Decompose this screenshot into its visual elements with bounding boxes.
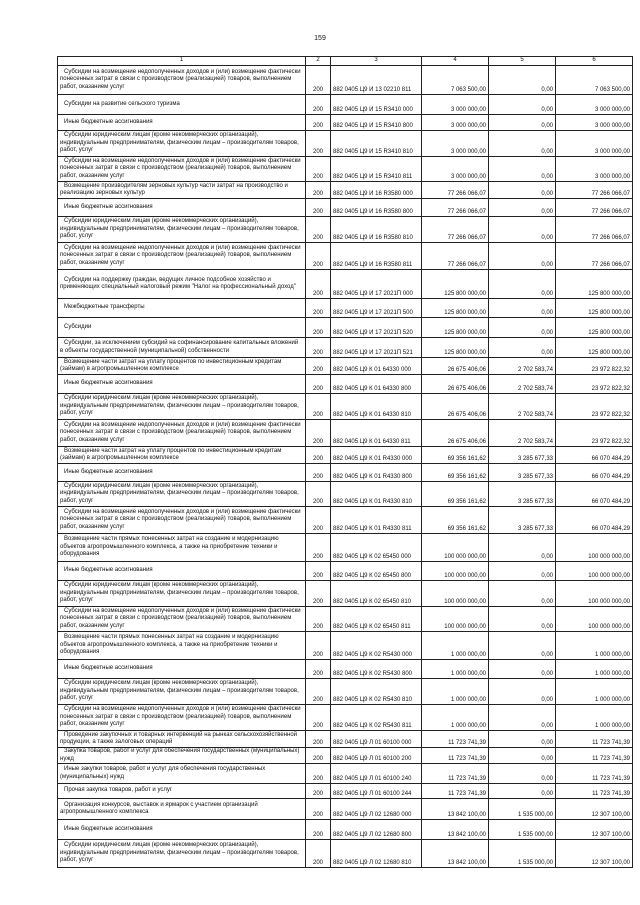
cell-description: Субсидии на развитие сельского туризма <box>58 95 306 115</box>
cell-amount-col-6: 66 070 484,29 <box>556 507 633 534</box>
cell-column-2: 200 <box>306 464 331 482</box>
cell-classification-code: 882 0405 Ц9 И 17 2021П 000 <box>331 270 422 299</box>
cell-amount-col-4: 11 723 741,39 <box>422 784 489 799</box>
cell-column-2: 200 <box>306 534 331 562</box>
cell-description: Возмещение части затрат на уплату процентов по инвестиционным кредитам (займам) в агропромышленном комплексе <box>58 358 306 375</box>
table-row <box>58 534 633 562</box>
cell-classification-code: 882 0405 Ц9 И 15 R3410 810 <box>331 131 422 157</box>
cell-amount-col-5: 0,00 <box>489 679 556 705</box>
cell-column-2: 200 <box>306 482 331 507</box>
cell-amount-col-6: 66 070 484,29 <box>556 447 633 464</box>
header-col-3: 3 <box>331 57 422 66</box>
cell-amount-col-6: 125 800 000,00 <box>556 318 633 338</box>
table-row <box>58 731 633 748</box>
cell-amount-col-5: 0,00 <box>489 764 556 784</box>
cell-amount-col-6: 100 000 000,00 <box>556 607 633 632</box>
page-number: 159 <box>314 35 326 42</box>
cell-amount-col-6: 3 000 000,00 <box>556 131 633 157</box>
cell-description: Субсидии юридическим лицам (кроме некоммерческих организаций), индивидуальным предпринимателям, физическим лицам – производителям товаров, работ, услуг <box>58 679 306 705</box>
cell-amount-col-4: 1 000 000,00 <box>422 632 489 660</box>
cell-amount-col-6: 1 000 000,00 <box>556 660 633 679</box>
cell-amount-col-4: 100 000 000,00 <box>422 607 489 632</box>
cell-column-2: 200 <box>306 131 331 157</box>
cell-amount-col-4: 3 000 000,00 <box>422 157 489 182</box>
table-row <box>58 705 633 731</box>
cell-description: Субсидии на возмещение недополученных доходов и (или) возмещение фактически понесенных затрат в связи с производством (реализацией) товаров, выполнением работ, оказанием услуг <box>58 607 306 632</box>
cell-amount-col-6: 3 000 000,00 <box>556 115 633 131</box>
cell-column-2: 200 <box>306 764 331 784</box>
cell-amount-col-4: 69 356 161,62 <box>422 482 489 507</box>
cell-amount-col-6: 125 800 000,00 <box>556 270 633 299</box>
cell-description: Субсидии <box>58 318 306 338</box>
cell-classification-code: 882 0405 Ц9 Л 02 12680 800 <box>331 820 422 840</box>
cell-classification-code: 882 0405 Ц9 К 01 64330 810 <box>331 394 422 420</box>
cell-column-2: 200 <box>306 748 331 764</box>
cell-amount-col-4: 3 000 000,00 <box>422 131 489 157</box>
cell-column-2: 200 <box>306 199 331 217</box>
table-row <box>58 464 633 482</box>
table-row <box>58 394 633 420</box>
cell-description: Субсидии на возмещение недополученных доходов и (или) возмещение фактически понесенных затрат в связи с производством (реализацией) товаров, выполнением работ, оказанием услуг <box>58 66 306 95</box>
cell-amount-col-5: 0,00 <box>489 534 556 562</box>
cell-description: Субсидии юридическим лицам (кроме некоммерческих организаций), индивидуальным предпринимателям, физическим лицам – производителям товаров, работ, услуг <box>58 217 306 243</box>
table-row <box>58 131 633 157</box>
cell-amount-col-4: 13 842 100,00 <box>422 820 489 840</box>
table-row <box>58 358 633 375</box>
cell-amount-col-6: 77 266 066,07 <box>556 199 633 217</box>
cell-amount-col-5: 0,00 <box>489 95 556 115</box>
cell-amount-col-4: 7 063 500,00 <box>422 66 489 95</box>
budget-table <box>57 56 633 868</box>
cell-amount-col-4: 69 356 161,62 <box>422 447 489 464</box>
cell-amount-col-5: 0,00 <box>489 660 556 679</box>
cell-amount-col-6: 125 800 000,00 <box>556 338 633 358</box>
cell-classification-code: 882 0405 Ц9 И 17 2021П 500 <box>331 299 422 318</box>
cell-amount-col-4: 125 800 000,00 <box>422 318 489 338</box>
cell-classification-code: 882 0405 Ц9 И 16 R3580 810 <box>331 217 422 243</box>
cell-amount-col-5: 0,00 <box>489 182 556 199</box>
cell-amount-col-5: 0,00 <box>489 217 556 243</box>
cell-amount-col-4: 26 675 406,06 <box>422 420 489 447</box>
cell-classification-code: 882 0405 Ц9 И 13 02210 811 <box>331 66 422 95</box>
table-row <box>58 375 633 394</box>
cell-amount-col-4: 100 000 000,00 <box>422 562 489 581</box>
table-row <box>58 299 633 318</box>
cell-column-2: 200 <box>306 115 331 131</box>
table-row <box>58 660 633 679</box>
cell-description: Иные закупки товаров, работ и услуг для обеспечения государственных (муниципальных) нужд <box>58 764 306 784</box>
cell-amount-col-6: 125 800 000,00 <box>556 299 633 318</box>
cell-amount-col-5: 2 702 583,74 <box>489 358 556 375</box>
cell-description: Иные бюджетные ассигнования <box>58 562 306 581</box>
table-body <box>58 66 633 868</box>
table-row <box>58 199 633 217</box>
cell-description: Иные бюджетные ассигнования <box>58 464 306 482</box>
cell-column-2: 200 <box>306 95 331 115</box>
cell-classification-code: 882 0405 Ц9 К 02 R5430 800 <box>331 660 422 679</box>
cell-amount-col-5: 0,00 <box>489 131 556 157</box>
cell-amount-col-4: 11 723 741,39 <box>422 748 489 764</box>
cell-amount-col-4: 1 000 000,00 <box>422 660 489 679</box>
cell-classification-code: 882 0405 Ц9 К 02 65450 000 <box>331 534 422 562</box>
table-row <box>58 338 633 358</box>
table-row <box>58 507 633 534</box>
cell-amount-col-6: 12 307 100,00 <box>556 840 633 868</box>
cell-classification-code: 882 0405 Ц9 Л 01 60100 200 <box>331 748 422 764</box>
table-row <box>58 115 633 131</box>
cell-column-2: 200 <box>306 607 331 632</box>
cell-column-2: 200 <box>306 299 331 318</box>
cell-column-2: 200 <box>306 447 331 464</box>
cell-column-2: 200 <box>306 731 331 748</box>
cell-classification-code: 882 0405 Ц9 К 01 R4330 811 <box>331 507 422 534</box>
cell-amount-col-5: 2 702 583,74 <box>489 394 556 420</box>
cell-amount-col-5: 1 535 000,00 <box>489 820 556 840</box>
cell-amount-col-4: 1 000 000,00 <box>422 679 489 705</box>
cell-amount-col-6: 11 723 741,39 <box>556 784 633 799</box>
cell-description: Возмещение части затрат на уплату процентов по инвестиционным кредитам (займам) в агропромышленном комплексе <box>58 447 306 464</box>
cell-classification-code: 882 0405 Ц9 Л 02 12680 000 <box>331 799 422 820</box>
cell-description: Возмещение производителям зерновых культур части затрат на производство и реализацию зерновых культур <box>58 182 306 199</box>
cell-column-2: 200 <box>306 338 331 358</box>
cell-amount-col-5: 0,00 <box>489 562 556 581</box>
cell-description: Субсидии юридическим лицам (кроме некоммерческих организаций), индивидуальным предпринимателям, физическим лицам – производителям товаров, работ, услуг <box>58 394 306 420</box>
header-col-4: 4 <box>422 57 489 66</box>
cell-amount-col-6: 23 972 822,32 <box>556 394 633 420</box>
cell-description: Иные бюджетные ассигнования <box>58 375 306 394</box>
cell-classification-code: 882 0405 Ц9 К 02 R5430 811 <box>331 705 422 731</box>
cell-description: Возмещение части прямых понесенных затрат на создание и модернизацию объектов агропромышленного комплекса, а также на приобретение техники и оборудования <box>58 534 306 562</box>
cell-amount-col-6: 66 070 484,29 <box>556 464 633 482</box>
cell-amount-col-5: 0,00 <box>489 157 556 182</box>
cell-amount-col-5: 0,00 <box>489 607 556 632</box>
cell-amount-col-5: 0,00 <box>489 199 556 217</box>
cell-amount-col-6: 11 723 741,39 <box>556 731 633 748</box>
cell-classification-code: 882 0405 Ц9 К 01 R4330 800 <box>331 464 422 482</box>
cell-amount-col-6: 12 307 100,00 <box>556 799 633 820</box>
cell-amount-col-4: 77 266 066,07 <box>422 243 489 270</box>
cell-description: Субсидии юридическим лицам (кроме некоммерческих организаций), индивидуальным предпринимателям, физическим лицам – производителям товаров, работ, услуг <box>58 581 306 607</box>
cell-column-2: 200 <box>306 840 331 868</box>
cell-amount-col-5: 2 702 583,74 <box>489 420 556 447</box>
cell-amount-col-5: 2 702 583,74 <box>489 375 556 394</box>
table-row <box>58 748 633 764</box>
cell-amount-col-5: 0,00 <box>489 731 556 748</box>
table-row <box>58 482 633 507</box>
cell-amount-col-6: 23 972 822,32 <box>556 375 633 394</box>
cell-amount-col-5: 3 285 677,33 <box>489 507 556 534</box>
table-header <box>58 57 633 66</box>
cell-classification-code: 882 0405 Ц9 К 02 65450 811 <box>331 607 422 632</box>
cell-description: Закупка товаров, работ и услуг для обеспечения государственных (муниципальных) нужд <box>58 748 306 764</box>
cell-description: Возмещение части прямых понесенных затрат на создание и модернизацию объектов агропромышленного комплекса, а также на приобретение техники и оборудования <box>58 632 306 660</box>
cell-amount-col-6: 77 266 066,07 <box>556 217 633 243</box>
cell-amount-col-4: 26 675 406,06 <box>422 394 489 420</box>
cell-column-2: 200 <box>306 394 331 420</box>
cell-amount-col-4: 13 842 100,00 <box>422 799 489 820</box>
cell-amount-col-4: 1 000 000,00 <box>422 705 489 731</box>
cell-amount-col-6: 100 000 000,00 <box>556 581 633 607</box>
cell-classification-code: 882 0405 Ц9 Л 02 12680 810 <box>331 840 422 868</box>
cell-amount-col-5: 0,00 <box>489 270 556 299</box>
table-row <box>58 764 633 784</box>
table-row <box>58 420 633 447</box>
cell-classification-code: 882 0405 Ц9 Л 01 60100 240 <box>331 764 422 784</box>
cell-description: Иные бюджетные ассигнования <box>58 199 306 217</box>
cell-amount-col-5: 0,00 <box>489 338 556 358</box>
cell-amount-col-4: 13 842 100,00 <box>422 840 489 868</box>
cell-amount-col-6: 23 972 822,32 <box>556 420 633 447</box>
cell-column-2: 200 <box>306 679 331 705</box>
table-row <box>58 95 633 115</box>
cell-amount-col-5: 3 285 677,33 <box>489 482 556 507</box>
cell-amount-col-6: 3 000 000,00 <box>556 157 633 182</box>
cell-column-2: 200 <box>306 581 331 607</box>
table-row <box>58 217 633 243</box>
cell-column-2: 200 <box>306 784 331 799</box>
cell-description: Субсидии на возмещение недополученных доходов и (или) возмещение фактически понесенных затрат в связи с производством (реализацией) товаров, выполнением работ, оказанием услуг <box>58 157 306 182</box>
cell-column-2: 200 <box>306 660 331 679</box>
table-row <box>58 607 633 632</box>
cell-amount-col-5: 1 535 000,00 <box>489 799 556 820</box>
cell-classification-code: 882 0405 Ц9 И 16 R3580 811 <box>331 243 422 270</box>
cell-classification-code: 882 0405 Ц9 Л 01 60100 244 <box>331 784 422 799</box>
cell-amount-col-4: 125 800 000,00 <box>422 299 489 318</box>
header-col-6: 6 <box>556 57 633 66</box>
table-row <box>58 632 633 660</box>
cell-amount-col-5: 0,00 <box>489 748 556 764</box>
cell-amount-col-4: 77 266 066,07 <box>422 182 489 199</box>
cell-amount-col-4: 69 356 161,62 <box>422 507 489 534</box>
cell-amount-col-4: 3 000 000,00 <box>422 115 489 131</box>
cell-column-2: 200 <box>306 562 331 581</box>
cell-amount-col-4: 125 800 000,00 <box>422 338 489 358</box>
cell-column-2: 200 <box>306 420 331 447</box>
cell-amount-col-5: 1 535 000,00 <box>489 840 556 868</box>
cell-description: Субсидии юридическим лицам (кроме некоммерческих организаций), индивидуальным предпринимателям, физическим лицам – производителям товаров, работ, услуг <box>58 482 306 507</box>
cell-amount-col-6: 100 000 000,00 <box>556 534 633 562</box>
table-row <box>58 243 633 270</box>
cell-column-2: 200 <box>306 358 331 375</box>
table-row <box>58 562 633 581</box>
cell-amount-col-5: 0,00 <box>489 705 556 731</box>
cell-amount-col-6: 23 972 822,32 <box>556 358 633 375</box>
table-row <box>58 182 633 199</box>
table-row <box>58 66 633 95</box>
cell-column-2: 200 <box>306 705 331 731</box>
cell-amount-col-5: 0,00 <box>489 784 556 799</box>
cell-amount-col-6: 77 266 066,07 <box>556 182 633 199</box>
cell-amount-col-5: 0,00 <box>489 66 556 95</box>
cell-classification-code: 882 0405 Ц9 И 16 R3580 800 <box>331 199 422 217</box>
header-row <box>58 57 633 66</box>
cell-amount-col-4: 3 000 000,00 <box>422 95 489 115</box>
cell-column-2: 200 <box>306 182 331 199</box>
cell-amount-col-6: 12 307 100,00 <box>556 820 633 840</box>
cell-classification-code: 882 0405 Ц9 И 15 R3410 000 <box>331 95 422 115</box>
cell-classification-code: 882 0405 Ц9 К 01 64330 800 <box>331 375 422 394</box>
cell-amount-col-5: 3 285 677,33 <box>489 464 556 482</box>
cell-amount-col-5: 0,00 <box>489 318 556 338</box>
cell-amount-col-4: 100 000 000,00 <box>422 534 489 562</box>
header-col-5: 5 <box>489 57 556 66</box>
cell-column-2: 200 <box>306 66 331 95</box>
cell-classification-code: 882 0405 Ц9 К 02 R5430 000 <box>331 632 422 660</box>
table-row <box>58 840 633 868</box>
cell-column-2: 200 <box>306 243 331 270</box>
table-row <box>58 447 633 464</box>
cell-column-2: 200 <box>306 270 331 299</box>
cell-column-2: 200 <box>306 375 331 394</box>
cell-column-2: 200 <box>306 318 331 338</box>
cell-amount-col-4: 125 800 000,00 <box>422 270 489 299</box>
cell-description: Организация конкурсов, выставок и ярмарок с участием организаций агропромышленного комплекса <box>58 799 306 820</box>
cell-classification-code: 882 0405 Ц9 К 01 64330 811 <box>331 420 422 447</box>
table-row <box>58 679 633 705</box>
cell-column-2: 200 <box>306 820 331 840</box>
cell-amount-col-4: 100 000 000,00 <box>422 581 489 607</box>
cell-amount-col-5: 0,00 <box>489 115 556 131</box>
table-row <box>58 318 633 338</box>
cell-description: Субсидии на поддержку граждан, ведущих личное подсобное хозяйство и применяющих специальный налоговый режим "Налог на профессиональный доход" <box>58 270 306 299</box>
cell-amount-col-6: 11 723 741,39 <box>556 764 633 784</box>
cell-classification-code: 882 0405 Ц9 И 17 2021П 520 <box>331 318 422 338</box>
cell-classification-code: 882 0405 Ц9 И 17 2021П 521 <box>331 338 422 358</box>
header-col-1: 1 <box>58 57 306 66</box>
cell-amount-col-6: 7 063 500,00 <box>556 66 633 95</box>
cell-classification-code: 882 0405 Ц9 И 15 R3410 800 <box>331 115 422 131</box>
table-row <box>58 270 633 299</box>
cell-description: Проведение закупочных и товарных интервенций на рынках сельскохозяйственной продукции, а также залоговых операций <box>58 731 306 748</box>
cell-amount-col-4: 26 675 406,06 <box>422 358 489 375</box>
cell-classification-code: 882 0405 Ц9 К 01 R4330 810 <box>331 482 422 507</box>
table-row <box>58 820 633 840</box>
cell-amount-col-6: 66 070 484,29 <box>556 482 633 507</box>
cell-amount-col-6: 1 000 000,00 <box>556 632 633 660</box>
cell-description: Субсидии юридическим лицам (кроме некоммерческих организаций), индивидуальным предпринимателям, физическим лицам – производителям товаров, работ, услуг <box>58 131 306 157</box>
cell-column-2: 200 <box>306 799 331 820</box>
cell-column-2: 200 <box>306 632 331 660</box>
cell-description: Субсидии на возмещение недополученных доходов и (или) возмещение фактически понесенных затрат в связи с производством (реализацией) товаров, выполнением работ, оказанием услуг <box>58 420 306 447</box>
cell-amount-col-5: 3 285 677,33 <box>489 447 556 464</box>
cell-description: Межбюджетные трансферты <box>58 299 306 318</box>
cell-description: Субсидии на возмещение недополученных доходов и (или) возмещение фактически понесенных затрат в связи с производством (реализацией) товаров, выполнением работ, оказанием услуг <box>58 507 306 534</box>
table-row <box>58 799 633 820</box>
cell-amount-col-5: 0,00 <box>489 299 556 318</box>
cell-description: Прочая закупка товаров, работ и услуг <box>58 784 306 799</box>
cell-description: Субсидии на возмещение недополученных доходов и (или) возмещение фактически понесенных затрат в связи с производством (реализацией) товаров, выполнением работ, оказанием услуг <box>58 705 306 731</box>
cell-description: Субсидии на возмещение недополученных доходов и (или) возмещение фактически понесенных затрат в связи с производством (реализацией) товаров, выполнением работ, оказанием услуг <box>58 243 306 270</box>
cell-amount-col-6: 100 000 000,00 <box>556 562 633 581</box>
cell-classification-code: 882 0405 Ц9 К 02 65450 800 <box>331 562 422 581</box>
cell-classification-code: 882 0405 Ц9 К 02 65450 810 <box>331 581 422 607</box>
table-row <box>58 581 633 607</box>
table-row <box>58 784 633 799</box>
cell-classification-code: 882 0405 Ц9 Л 01 60100 000 <box>331 731 422 748</box>
table-row <box>58 157 633 182</box>
cell-description: Иные бюджетные ассигнования <box>58 660 306 679</box>
cell-amount-col-5: 0,00 <box>489 632 556 660</box>
cell-amount-col-4: 11 723 741,39 <box>422 731 489 748</box>
cell-column-2: 200 <box>306 217 331 243</box>
cell-amount-col-4: 11 723 741,39 <box>422 764 489 784</box>
cell-classification-code: 882 0405 Ц9 К 02 R5430 810 <box>331 679 422 705</box>
cell-amount-col-6: 1 000 000,00 <box>556 705 633 731</box>
cell-description: Иные бюджетные ассигнования <box>58 820 306 840</box>
cell-amount-col-6: 3 000 000,00 <box>556 95 633 115</box>
cell-amount-col-4: 77 266 066,07 <box>422 199 489 217</box>
cell-classification-code: 882 0405 Ц9 И 15 R3410 811 <box>331 157 422 182</box>
cell-description: Иные бюджетные ассигнования <box>58 115 306 131</box>
header-col-2: 2 <box>306 57 331 66</box>
cell-description: Субсидии, за исключением субсидий на софинансирование капитальных вложений в объекты государственной (муниципальной) собственности <box>58 338 306 358</box>
cell-classification-code: 882 0405 Ц9 К 01 R4330 000 <box>331 447 422 464</box>
cell-amount-col-4: 77 266 066,07 <box>422 217 489 243</box>
cell-amount-col-4: 26 675 406,06 <box>422 375 489 394</box>
cell-amount-col-5: 0,00 <box>489 581 556 607</box>
cell-description: Субсидии юридическим лицам (кроме некоммерческих организаций), индивидуальным предпринимателям, физическим лицам – производителям товаров, работ, услуг <box>58 840 306 868</box>
cell-amount-col-5: 0,00 <box>489 243 556 270</box>
cell-column-2: 200 <box>306 157 331 182</box>
cell-amount-col-6: 1 000 000,00 <box>556 679 633 705</box>
cell-column-2: 200 <box>306 507 331 534</box>
cell-amount-col-6: 11 723 741,39 <box>556 748 633 764</box>
cell-classification-code: 882 0405 Ц9 К 01 64330 000 <box>331 358 422 375</box>
cell-amount-col-4: 69 356 161,62 <box>422 464 489 482</box>
cell-classification-code: 882 0405 Ц9 И 16 R3580 000 <box>331 182 422 199</box>
cell-amount-col-6: 77 266 066,07 <box>556 243 633 270</box>
